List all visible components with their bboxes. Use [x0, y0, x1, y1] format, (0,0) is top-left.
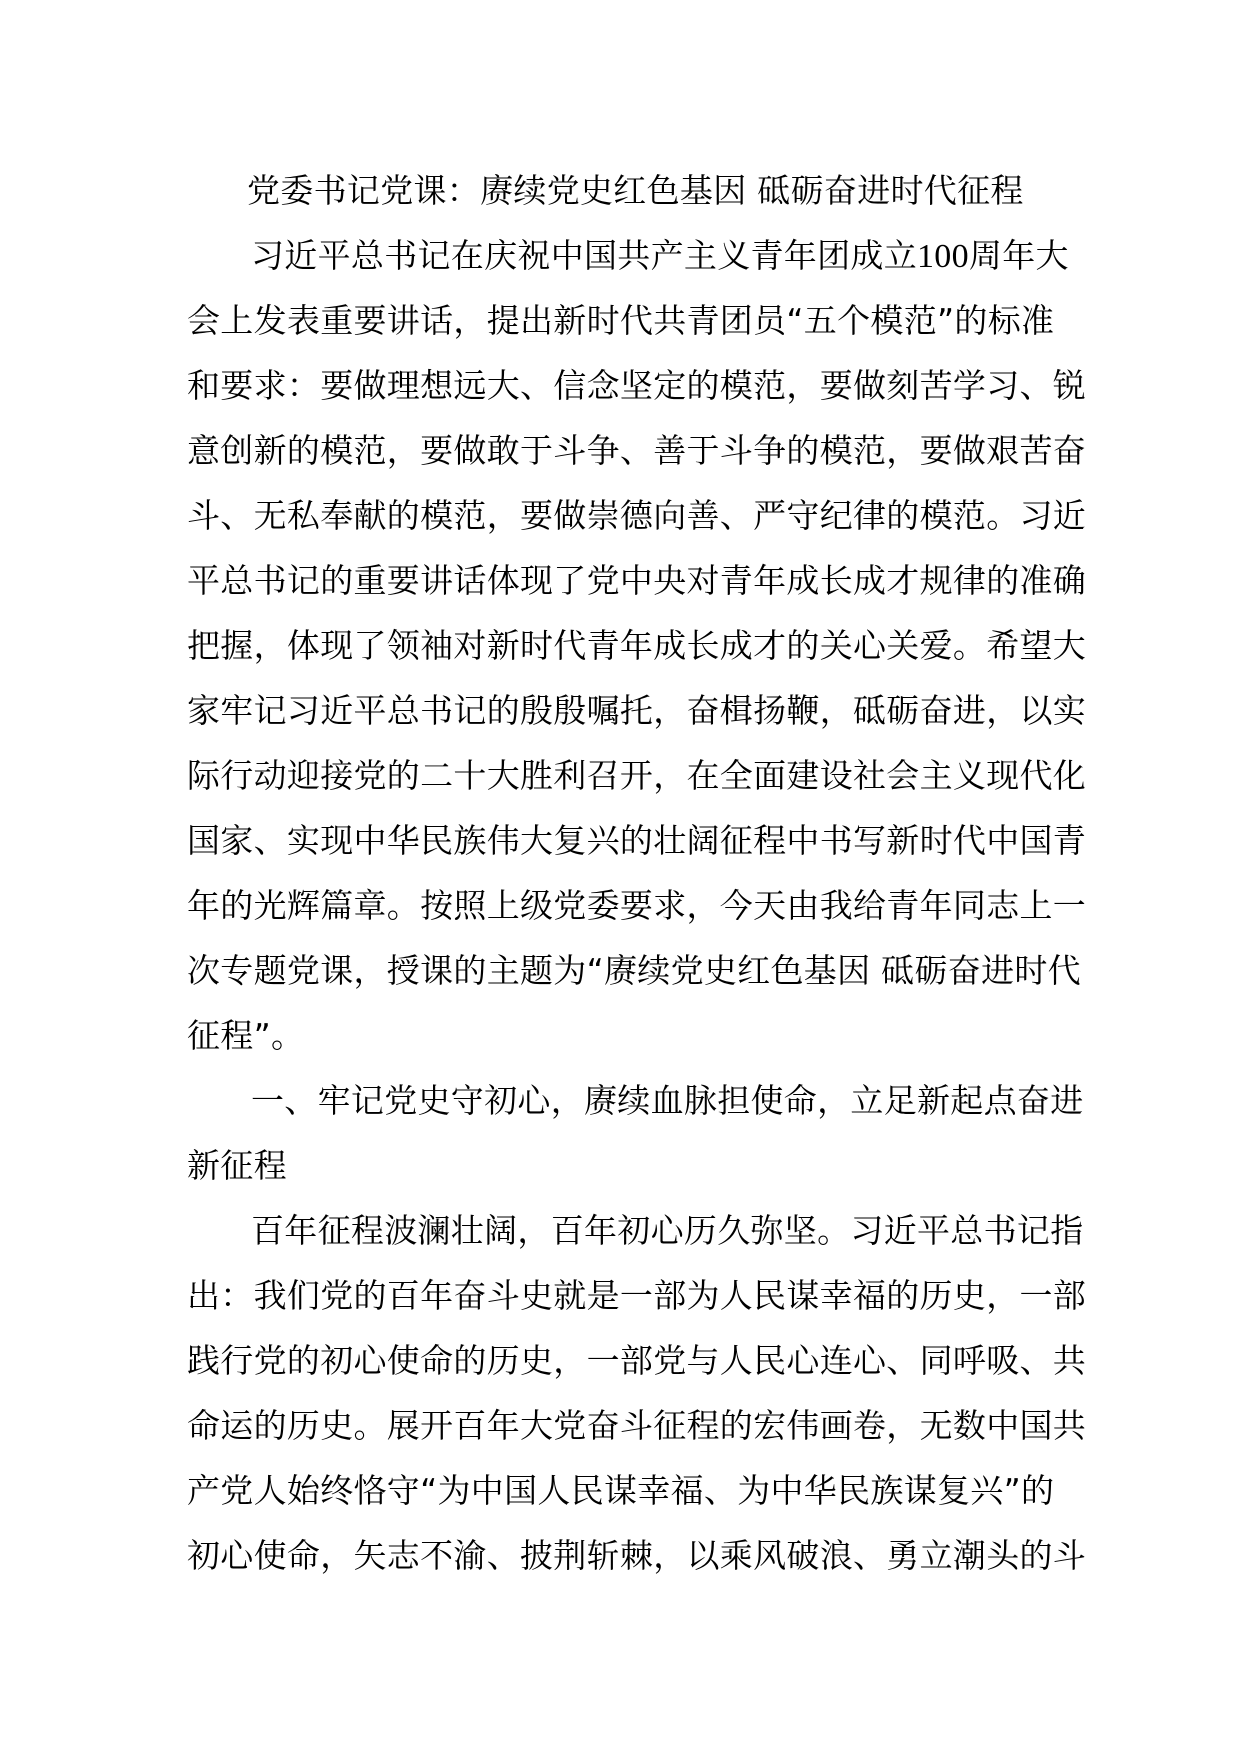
- text-run: 周年大: [968, 236, 1069, 275]
- section-heading-line: 新征程: [187, 1146, 287, 1185]
- paragraph-line: 出：我们党的百年奋斗史就是一部为人民谋幸福的历史，一部: [187, 1276, 1087, 1315]
- paragraph-line: 家牢记习近平总书记的殷殷嘱托，奋楫扬鞭，砥砺奋进，以实: [187, 691, 1087, 730]
- paragraph-line: 百年征程波澜壮阔，百年初心历久弥坚。习近平总书记指: [251, 1211, 1084, 1250]
- paragraph-line: 际行动迎接党的二十大胜利召开，在全面建设社会主义现代化: [187, 756, 1087, 795]
- paragraph-line: 国家、实现中华民族伟大复兴的壮阔征程中书写新时代中国青: [187, 821, 1087, 860]
- paragraph-line: 征程”。: [187, 1016, 305, 1055]
- paragraph-line: 和要求：要做理想远大、信念坚定的模范，要做刻苦学习、锐: [187, 366, 1087, 405]
- paragraph-line: 初心使命，矢志不渝、披荆斩棘，以乘风破浪、勇立潮头的斗: [187, 1536, 1087, 1575]
- paragraph-line: 斗、无私奉献的模范，要做崇德向善、严守纪律的模范。习近: [187, 496, 1087, 535]
- paragraph-line: 产党人始终恪守“为中国人民谋幸福、为中华民族谋复兴”的: [187, 1471, 1055, 1510]
- paragraph-line: [187, 223, 1069, 288]
- paragraph-line: 把握，体现了领袖对新时代青年成长成才的关心关爱。希望大: [187, 626, 1087, 665]
- section-heading-line: 一、牢记党史守初心，赓续血脉担使命，立足新起点奋进: [251, 1081, 1084, 1120]
- document-body: [187, 158, 1087, 1588]
- paragraph-line: 次专题党课，授课的主题为“赓续党史红色基因 砥砺奋进时代: [187, 951, 1081, 990]
- text-run: 习近平总书记在庆祝中国共产主义青年团成立: [251, 236, 917, 275]
- paragraph-line: 平总书记的重要讲话体现了党中央对青年成长成才规律的准确: [187, 561, 1087, 600]
- paragraph-line: 命运的历史。展开百年大党奋斗征程的宏伟画卷，无数中国共: [187, 1406, 1087, 1445]
- number-run: 100: [917, 238, 969, 275]
- paragraph-line: 践行党的初心使命的历史，一部党与人民心连心、同呼吸、共: [187, 1341, 1087, 1380]
- document-title: 党委书记党课：赓续党史红色基因 砥砺奋进时代征程: [247, 171, 1024, 210]
- paragraph-line: 年的光辉篇章。按照上级党委要求，今天由我给青年同志上一: [187, 886, 1087, 925]
- paragraph-line: 会上发表重要讲话，提出新时代共青团员“五个模范”的标准: [187, 301, 1055, 340]
- paragraph-line: 意创新的模范，要做敢于斗争、善于斗争的模范，要做艰苦奋: [187, 431, 1087, 470]
